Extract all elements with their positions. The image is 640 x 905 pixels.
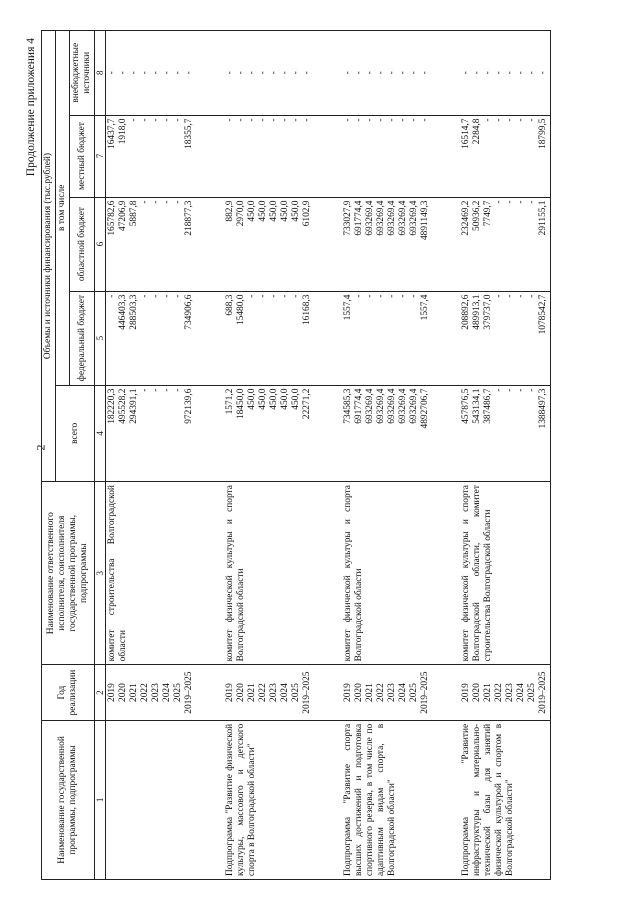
col-index: 8: [95, 31, 106, 116]
funding-table: [41, 30, 551, 880]
header-year: Год реализации: [42, 665, 95, 720]
rotated-document: [25, 30, 615, 880]
total-values: 734585,3 691774,4 693269,4 693269,4 693269,4 693269,4 693269,4 4892706,7: [342, 385, 432, 481]
page-number: 2: [33, 444, 48, 451]
program-name: Подпрограмма "Развитие физической культуры, массового и детского спорта в Волгоградской области": [224, 720, 314, 879]
federal-values: 688,3 15480,0 - - - - - 16168,3: [224, 291, 314, 385]
header-federal: федеральный бюджет: [70, 291, 95, 385]
program-name: Подпрограмма "Развитие инфраструктуры и материально-технической базы для занятий физической культурой и спортом в Волгоградской области": [460, 720, 551, 879]
extra-values: - - - - - - - -: [106, 31, 197, 116]
executor: комитет физической культуры и спорта Волгоградской области: [342, 482, 432, 665]
local-values: 16437,7 1918,0 - - - - - 18355,7: [106, 115, 197, 197]
executor: комитет физической культуры и спорта Волгоградской области: [224, 482, 314, 665]
regional-values: 882,9 2970,0 450,0 450,0 450,0 450,0 450,0 6102,9: [224, 197, 314, 291]
table-row: [224, 31, 314, 880]
table-row: [342, 31, 432, 880]
col-index: 3: [95, 482, 106, 665]
federal-values: 208892,6 489913,1 379737,0 - - - - 1078542,7: [460, 291, 551, 385]
header-executor: Наименование ответственного исполнителя, соисполнителя государственной программы, подпрограммы: [42, 482, 95, 665]
years: 2019 2020 2021 2022 2023 2024 2025 2019–2025: [106, 665, 197, 720]
program-name: Подпрограмма "Развитие спорта высших достижений и подготовка спортивного резерва, в том числе по адаптивным видам спорта, в Волгоградской области": [342, 720, 432, 879]
federal-values: 1557,4 - - - - - - 1557,4: [342, 291, 432, 385]
total-values: 1571,2 18450,0 450,0 450,0 450,0 450,0 450,0 22271,2: [224, 385, 314, 481]
header-local: местный бюджет: [70, 115, 95, 197]
extra-values: - - - - - - - -: [460, 31, 551, 116]
col-index: 1: [95, 720, 106, 879]
table-row: [106, 31, 197, 880]
years: 2019 2020 2021 2022 2023 2024 2025 2019–2025: [224, 665, 314, 720]
col-index: 4: [95, 385, 106, 481]
regional-values: 733027,9 691774,4 693269,4 693269,4 693269,4 693269,4 693269,4 4891149,3: [342, 197, 432, 291]
col-index: 6: [95, 197, 106, 291]
years: 2019 2020 2021 2022 2023 2024 2025 2019–2025: [342, 665, 432, 720]
program-name: [106, 720, 197, 879]
years: 2019 2020 2021 2022 2023 2024 2025 2019–2025: [460, 665, 551, 720]
executor: комитет строительства Волгоградской области: [106, 482, 197, 665]
local-values: - - - - - - - -: [342, 115, 432, 197]
local-values: 16514,7 2284,8 - - - - - 18799,5: [460, 115, 551, 197]
col-index: 2: [95, 665, 106, 720]
col-index: 5: [95, 291, 106, 385]
total-values: 457876,5 543134,1 387486,7 - - - - 1388497,3: [460, 385, 551, 481]
extra-values: - - - - - - - -: [342, 31, 432, 116]
header-regional: областной бюджет: [70, 197, 95, 291]
total-values: 182220,3 495528,2 294391,1 - - - - 972139,6: [106, 385, 197, 481]
header-funding: Объемы и источники финансирования (тыс.рублей): [42, 31, 56, 482]
regional-values: 165782,6 47206,9 5887,8 - - - - 218877,3: [106, 197, 197, 291]
regional-values: 232469,2 50936,2 7749,7 - - - - 291155,1: [460, 197, 551, 291]
header-name: Наименование государственной программы, подпрограммы: [42, 720, 95, 879]
header-including: в том числе: [56, 31, 70, 386]
local-values: - - - - - - - -: [224, 115, 314, 197]
table-row: [460, 31, 551, 880]
col-index: 7: [95, 115, 106, 197]
extra-values: - - - - - - - -: [224, 31, 314, 116]
continuation-title: Продолжение приложения 4: [25, 38, 37, 177]
federal-values: - 446403,3 288503,3 - - - - 734906,6: [106, 291, 197, 385]
header-extra: внебюджетные источники: [70, 31, 95, 116]
executor: комитет физической культуры и спорта Волгоградской области, комитет строительства Волгоградской области: [460, 482, 551, 665]
header-total: всего: [56, 385, 95, 481]
